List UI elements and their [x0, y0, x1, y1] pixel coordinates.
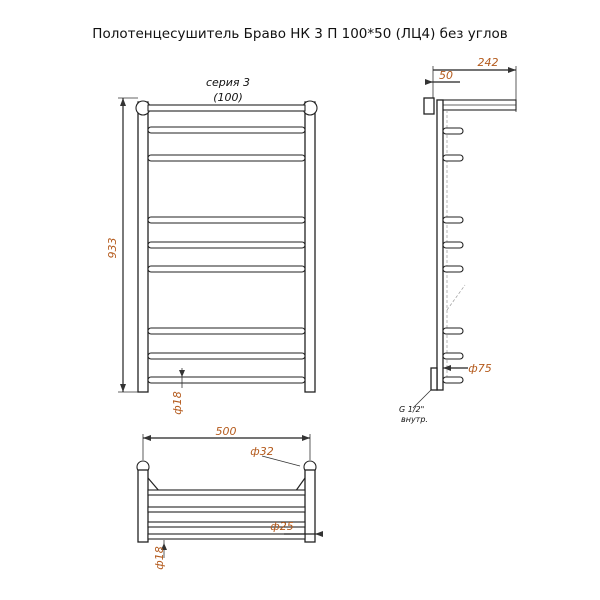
- front-rung-5: [148, 266, 305, 272]
- thread-label: G 1/2": [399, 405, 425, 414]
- width-dim-text: 500: [215, 425, 237, 438]
- depth-dim-text: 242: [477, 56, 499, 69]
- rung-arrow: [315, 531, 323, 537]
- top-right-post: [305, 470, 315, 542]
- width-arrow-right: [302, 435, 310, 441]
- side-stub-2: [443, 155, 463, 161]
- right-rail: [305, 102, 315, 392]
- thread-note: внутр.: [401, 415, 428, 424]
- series-label: серия 3: [205, 76, 251, 89]
- series-sub-label: (100): [213, 91, 243, 104]
- top-rail-dim-text: ф32: [250, 445, 274, 458]
- offset-arrow: [425, 79, 433, 85]
- side-stub-5: [443, 266, 463, 272]
- top-rung-2: [148, 507, 305, 512]
- side-faint-diagonal: [447, 285, 465, 310]
- left-rail: [138, 102, 148, 392]
- front-view: [106, 76, 317, 415]
- height-dim-text: 933: [106, 237, 119, 259]
- side-stub-3: [443, 217, 463, 223]
- width-arrow-left: [143, 435, 151, 441]
- wall-bracket: [424, 98, 434, 114]
- top-view: [137, 425, 323, 570]
- front-rung-top: [148, 105, 305, 111]
- side-stub-8: [443, 377, 463, 383]
- front-rung-8: [148, 377, 305, 383]
- front-rung-3: [148, 217, 305, 223]
- side-stub-1: [443, 128, 463, 134]
- front-rung-1: [148, 127, 305, 133]
- front-pipe-dim-text: ф18: [171, 391, 184, 415]
- drawing-title: Полотенцесушитель Браво НК 3 П 100*50 (ЛЦ4) без углов: [92, 26, 508, 42]
- side-view: [399, 56, 516, 424]
- side-stub-6: [443, 328, 463, 334]
- top-rung-dim-text: ф25: [270, 520, 294, 533]
- front-rung-4: [148, 242, 305, 248]
- side-stub-7: [443, 353, 463, 359]
- front-rung-7: [148, 353, 305, 359]
- top-rung-4: [148, 534, 305, 539]
- conn-dim-text: ф75: [468, 362, 492, 375]
- front-rung-2: [148, 155, 305, 161]
- side-collector: [437, 100, 443, 390]
- depth-arrow: [508, 67, 516, 73]
- top-left-post: [138, 470, 148, 542]
- height-arrow-bottom: [120, 384, 126, 392]
- height-arrow-top: [120, 98, 126, 106]
- top-pipe-dim-text: ф18: [153, 546, 166, 570]
- front-rung-6: [148, 328, 305, 334]
- offset-dim-text: 50: [439, 69, 453, 82]
- top-rung-1: [148, 490, 305, 495]
- bottom-fitting: [431, 368, 437, 390]
- side-stub-4: [443, 242, 463, 248]
- pipe-dim-arrow: [179, 370, 185, 377]
